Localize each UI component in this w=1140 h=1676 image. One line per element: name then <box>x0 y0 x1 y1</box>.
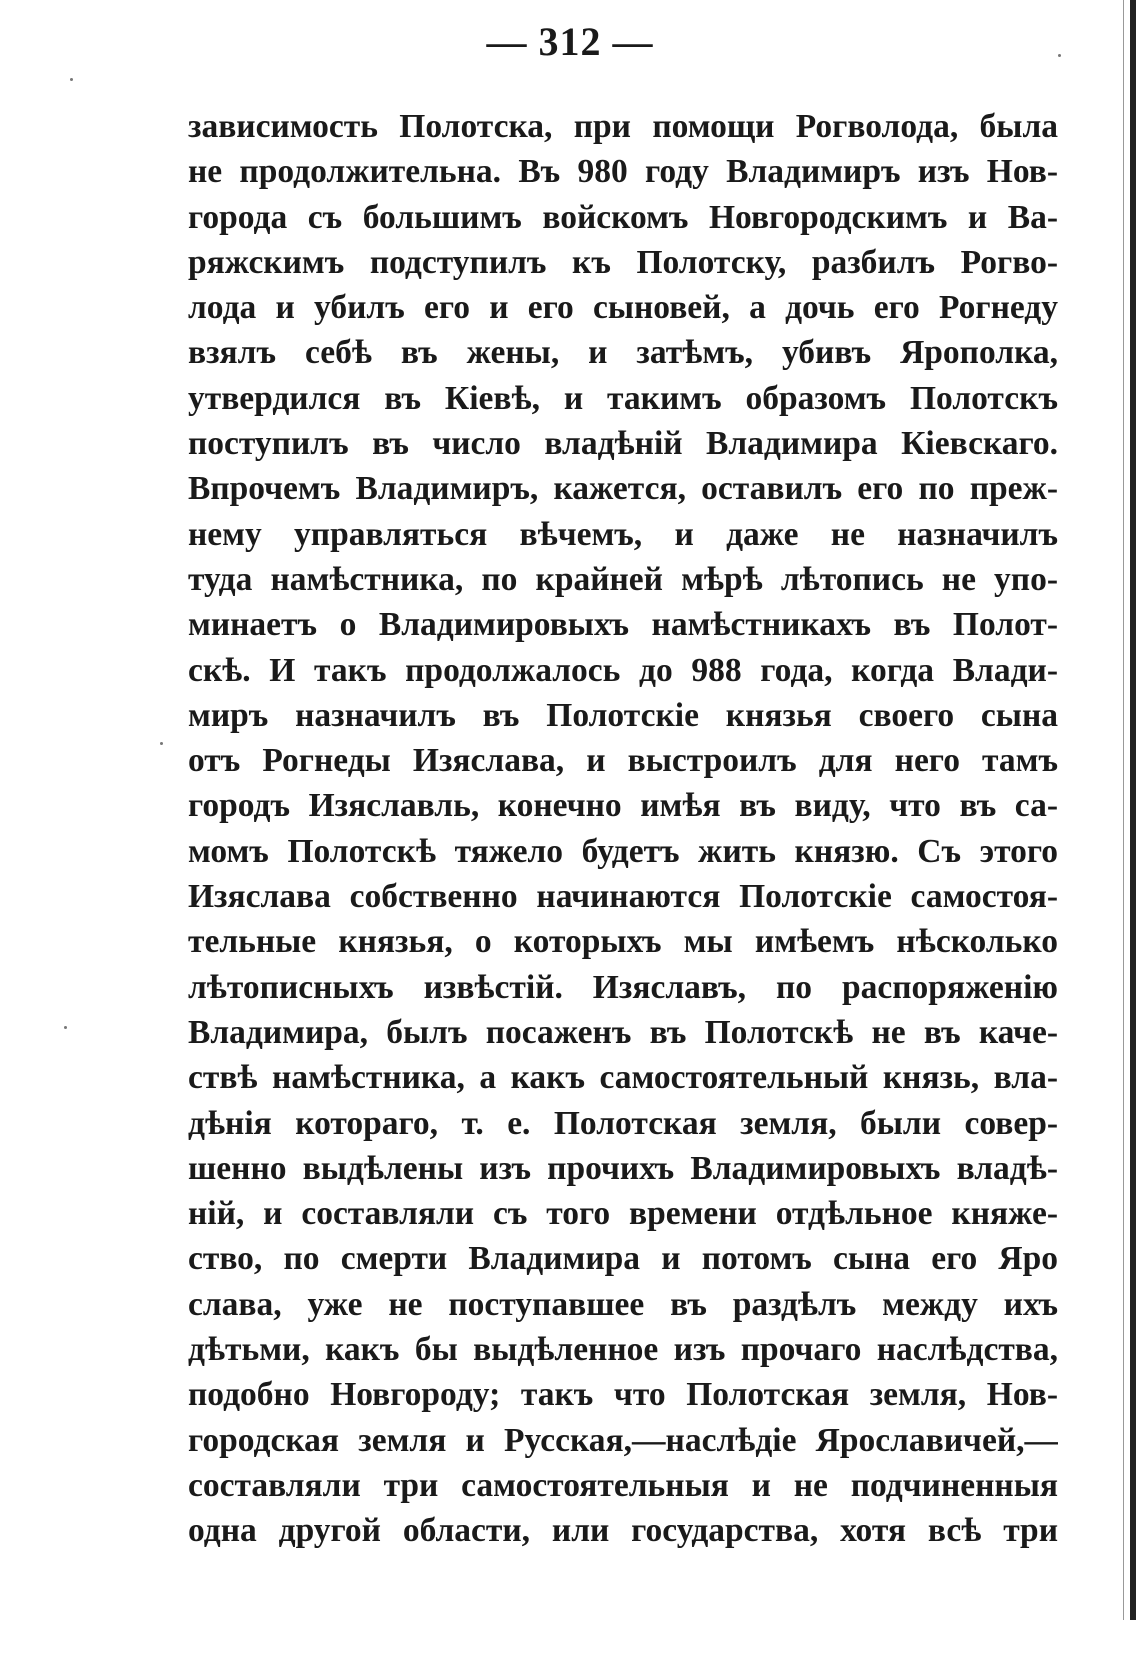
scan-speck <box>160 742 163 745</box>
text-line: лѣтописныхъ извѣстій. Изяславъ, по распоряженію <box>188 968 1058 1006</box>
text-line: минаетъ о Владимировыхъ намѣстникахъ въ Полот- <box>188 606 1058 644</box>
text-line: лода и убилъ его и его сыновей, а дочь его Рогнеду <box>188 289 1058 327</box>
text-line: ній, и составляли съ того времени отдѣльное княже- <box>188 1195 1058 1233</box>
text-line: ство, по смерти Владимира и потомъ сына его Яро <box>188 1240 1058 1278</box>
text-line: не продолжительна. Въ 980 году Владимиръ изъ Нов- <box>188 153 1058 191</box>
scan-speck <box>70 78 73 81</box>
text-line: города съ большимъ войскомъ Новгородскимъ и Ва- <box>188 198 1058 236</box>
page-edge-shadow <box>1123 0 1124 1620</box>
text-line: одна другой области, или государства, хотя всѣ три <box>188 1512 1058 1550</box>
page-edge-rule <box>1130 0 1136 1620</box>
text-line: миръ назначилъ въ Полотскіе князья своего сына <box>188 696 1058 734</box>
text-line: подобно Новгороду; такъ что Полотская земля, Нов- <box>188 1376 1058 1414</box>
text-line: дѣнія котораго, т. е. Полотская земля, были совер- <box>188 1104 1058 1142</box>
text-line: городъ Изяславль, конечно имѣя въ виду, что въ са- <box>188 787 1058 825</box>
text-line: нему управляться вѣчемъ, и даже не назначилъ <box>188 515 1058 553</box>
text-line: слава, уже не поступавшее въ раздѣлъ между ихъ <box>188 1285 1058 1323</box>
text-line: Владимира, былъ посаженъ въ Полотскѣ не въ каче- <box>188 1013 1058 1051</box>
text-line: составляли три самостоятельныя и не подчиненныя <box>188 1466 1058 1504</box>
text-line: тельные князья, о которыхъ мы имѣемъ нѣсколько <box>188 923 1058 961</box>
text-line: поступилъ въ число владѣній Владимира Кіевскаго. <box>188 425 1058 463</box>
scan-speck <box>64 1026 67 1029</box>
text-line: Изяслава собственно начинаются Полотскіе самостоя- <box>188 878 1058 916</box>
text-line: момъ Полотскѣ тяжело будетъ жить князю. Съ этого <box>188 832 1058 870</box>
text-line: туда намѣстника, по крайней мѣрѣ лѣтопись не упо- <box>188 560 1058 598</box>
text-line: городская земля и Русская,—наслѣдіе Ярославичей,— <box>188 1421 1058 1459</box>
text-line: взялъ себѣ въ жены, и затѣмъ, убивъ Ярополка, <box>188 334 1058 372</box>
text-line: ствѣ намѣстника, а какъ самостоятельный князь, вла- <box>188 1059 1058 1097</box>
text-line: шенно выдѣлены изъ прочихъ Владимировыхъ владѣ- <box>188 1149 1058 1187</box>
text-line: Впрочемъ Владимиръ, кажется, оставилъ его по преж- <box>188 470 1058 508</box>
text-line: утвердился въ Кіевѣ, и такимъ образомъ Полотскъ <box>188 379 1058 417</box>
text-line: отъ Рогнеды Изяслава, и выстроилъ для него тамъ <box>188 742 1058 780</box>
scan-speck <box>1058 54 1061 57</box>
text-line: дѣтьми, какъ бы выдѣленное изъ прочаго наслѣдства, <box>188 1331 1058 1369</box>
body-text <box>188 104 1058 1554</box>
text-line: скѣ. И такъ продолжалось до 988 года, когда Влади- <box>188 651 1058 689</box>
text-line: ряжскимъ подступилъ къ Полотску, разбилъ Рогво- <box>188 243 1058 281</box>
text-line: зависимость Полотска, при помощи Рогволода, была <box>188 108 1058 145</box>
page-number: — 312 — <box>486 19 654 64</box>
